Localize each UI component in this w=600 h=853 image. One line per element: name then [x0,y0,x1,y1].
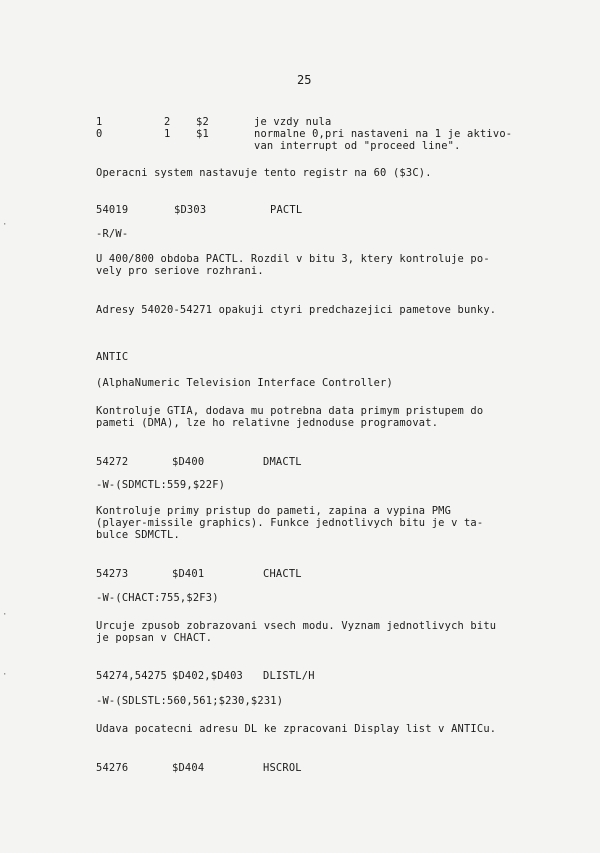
bit-table-desc: normalne 0,pri nastaveni na 1 je aktivo- [254,128,513,140]
register-hex: $D401 [172,568,205,580]
bit-table-hex: $2 [196,116,209,128]
section-subtitle: (AlphaNumeric Television Interface Controller) [96,377,393,389]
register-access: -W-(SDMCTL:559,$22F) [96,479,226,491]
bit-table-bit: 0 [96,128,103,140]
register-access: -R/W- [96,228,129,240]
bit-table-desc: van interrupt od "proceed line". [254,140,461,152]
bit-table-hex: $1 [196,128,209,140]
register-hex: $D402,$D403 [172,670,244,682]
register-dec: 54019 [96,204,129,216]
register-name: PACTL [270,204,303,216]
bit-table-val: 2 [164,116,171,128]
register-name: DLISTL/H [263,670,315,682]
register-desc: Udava pocatecni adresu DL ke zpracovani Display list v ANTICu. [96,723,497,735]
paragraph-adresy: Adresy 54020-54271 opakuji ctyri predchazejici pametove bunky. [96,304,497,316]
scan-mark: · [2,670,8,680]
scan-mark: · [2,220,8,230]
register-hex: $D404 [172,762,205,774]
section-desc: Kontroluje GTIA, dodava mu potrebna data primym pristupem do [96,405,484,417]
register-name: HSCROL [263,762,302,774]
bit-table-val: 1 [164,128,171,140]
register-dec: 54276 [96,762,129,774]
register-hex: $D400 [172,456,205,468]
section-desc: pameti (DMA), lze ho relativne jednoduse programovat. [96,417,439,429]
register-dec: 54272 [96,456,129,468]
register-desc: je popsan v CHACT. [96,632,213,644]
register-access: -W-(SDLSTL:560,561;$230,$231) [96,695,284,707]
register-desc: bulce SDMCTL. [96,529,180,541]
register-name: DMACTL [263,456,302,468]
section-title: ANTIC [96,351,129,363]
bit-table-desc: je vzdy nula [254,116,332,128]
bit-table-bit: 1 [96,116,103,128]
register-name: CHACTL [263,568,302,580]
register-dec: 54273 [96,568,129,580]
register-desc: Urcuje zpusob zobrazovani vsech modu. Vyznam jednotlivych bitu [96,620,497,632]
register-hex: $D303 [174,204,207,216]
register-desc: (player-missile graphics). Funkce jednotlivych bitu je v ta- [96,517,484,529]
register-desc: Kontroluje primy pristup do pameti, zapina a vypina PMG [96,505,452,517]
register-desc: U 400/800 obdoba PACTL. Rozdil v bitu 3, ktery kontroluje po- [96,253,490,265]
paragraph-os: Operacni system nastavuje tento registr na 60 ($3C). [96,167,432,179]
scan-mark: · [2,610,8,620]
register-access: -W-(CHACT:755,$2F3) [96,592,219,604]
register-desc: vely pro seriove rozhrani. [96,265,264,277]
page-number: 25 [297,73,312,87]
register-dec: 54274,54275 [96,670,168,682]
